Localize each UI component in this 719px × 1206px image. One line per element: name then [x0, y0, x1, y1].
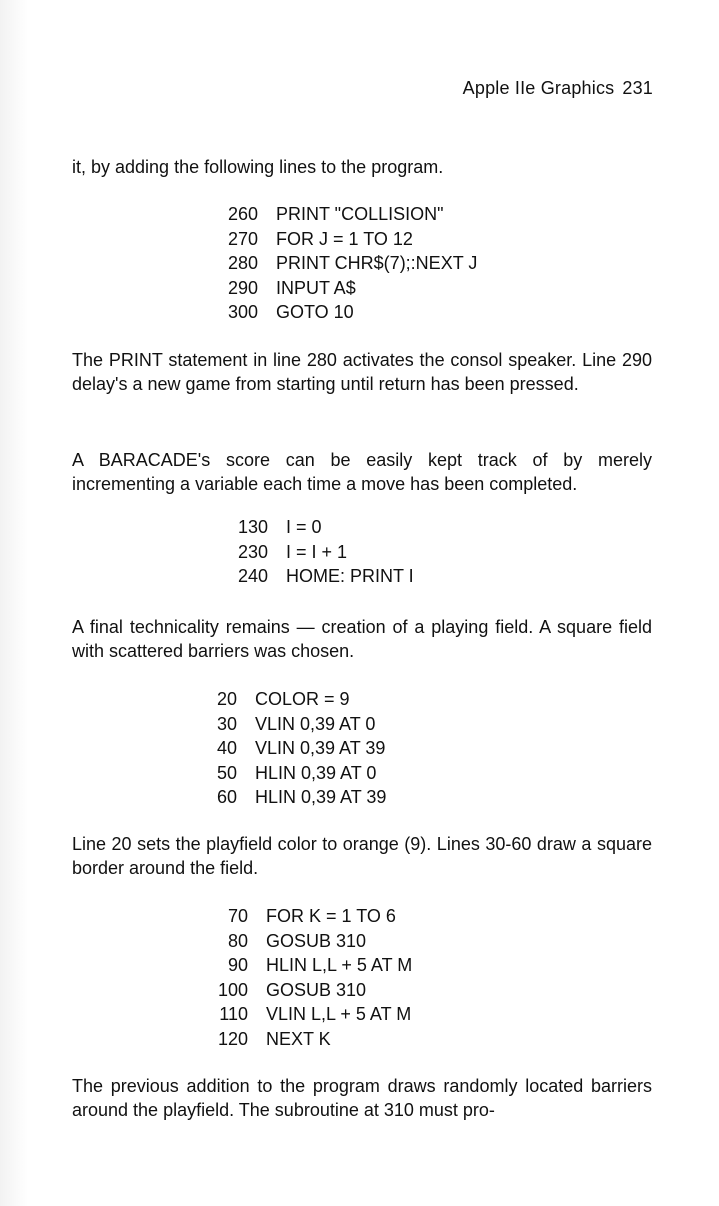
- code-text: PRINT CHR$(7);:NEXT J: [276, 253, 478, 273]
- code-text: INPUT A$: [276, 277, 356, 298]
- paragraph-score: A BARACADE's score can be easily kept track of by merely incrementing a variable each time a move has been completed.: [72, 450, 652, 494]
- code-text: HLIN L,L + 5 AT M: [266, 955, 413, 975]
- line-number: 300: [227, 302, 258, 322]
- code-line: [216, 929, 412, 954]
- code-text: HOME: PRINT I: [286, 566, 414, 586]
- code-text: GOSUB 310: [266, 979, 367, 1000]
- code-line: [214, 712, 386, 737]
- paragraph-print-explanation: The PRINT statement in line 280 activates the consol speaker. Line 290 delay's a new game from starting until return has been pressed.: [72, 350, 652, 394]
- code-text: HLIN 0,39 AT 39: [255, 787, 387, 807]
- line-number: 290: [227, 277, 258, 298]
- paragraph-barriers-explanation: The previous addition to the program draws randomly located barriers around the playfield. The subroutine at 310 must pro-: [72, 1076, 652, 1120]
- code-line: [216, 1002, 412, 1027]
- code-line: [226, 227, 477, 252]
- code-line: [226, 251, 477, 276]
- code-line: [214, 687, 386, 712]
- code-block-collision: [226, 202, 477, 325]
- code-text: GOSUB 310: [266, 930, 367, 951]
- running-header: [463, 78, 653, 99]
- line-number: 120: [217, 1028, 248, 1049]
- code-text: PRINT "COLLISION": [276, 204, 444, 224]
- page-edge-shadow: [0, 0, 28, 1206]
- header-title: Apple IIe Graphics: [462, 78, 615, 98]
- line-number: 130: [238, 517, 269, 537]
- code-text: I = 0: [286, 517, 322, 537]
- code-line: [216, 1027, 412, 1052]
- code-line: [214, 785, 386, 810]
- code-line: [216, 978, 412, 1003]
- code-line: [216, 904, 412, 929]
- line-number: 90: [227, 955, 248, 975]
- line-number: 50: [216, 762, 237, 783]
- code-text: VLIN 0,39 AT 0: [255, 713, 376, 734]
- line-number: 20: [216, 689, 237, 709]
- code-text: FOR K = 1 TO 6: [266, 906, 396, 926]
- code-line: [226, 276, 477, 301]
- line-number: 240: [238, 566, 269, 586]
- code-block-score: [238, 515, 414, 589]
- paragraph-playing-field: A final technicality remains — creation of a playing field. A square field with scattered barriers was chosen.: [72, 617, 652, 661]
- code-line: [226, 300, 477, 325]
- code-line: [214, 736, 386, 761]
- code-text: HLIN 0,39 AT 0: [255, 762, 377, 783]
- code-line: [238, 515, 414, 540]
- code-text: NEXT K: [266, 1028, 331, 1049]
- code-text: VLIN L,L + 5 AT M: [266, 1004, 412, 1024]
- code-text: VLIN 0,39 AT 39: [255, 738, 386, 758]
- code-line: [214, 761, 386, 786]
- paragraph-intro: it, by adding the following lines to the program.: [72, 157, 444, 177]
- code-block-barriers: [216, 904, 412, 1051]
- code-text: I = I + 1: [286, 541, 348, 562]
- line-number: 80: [227, 930, 248, 951]
- paragraph-border-explanation: Line 20 sets the playfield color to orange (9). Lines 30-60 draw a square border around the field.: [72, 834, 652, 878]
- line-number: 230: [238, 541, 269, 562]
- code-block-border: [214, 687, 386, 810]
- code-line: [226, 202, 477, 227]
- line-number: 270: [227, 228, 258, 249]
- line-number: 70: [227, 906, 248, 926]
- line-number: 40: [216, 738, 237, 758]
- code-text: GOTO 10: [276, 302, 354, 322]
- code-line: [216, 953, 412, 978]
- line-number: 260: [227, 204, 258, 224]
- code-line: [238, 564, 414, 589]
- code-text: FOR J = 1 TO 12: [276, 228, 413, 249]
- line-number: 100: [217, 979, 248, 1000]
- line-number: 30: [216, 713, 237, 734]
- line-number: 280: [227, 253, 258, 273]
- code-text: COLOR = 9: [255, 689, 350, 709]
- page-number: 231: [622, 78, 653, 98]
- code-line: [238, 540, 414, 565]
- line-number: 60: [216, 787, 237, 807]
- line-number: 110: [219, 1004, 248, 1024]
